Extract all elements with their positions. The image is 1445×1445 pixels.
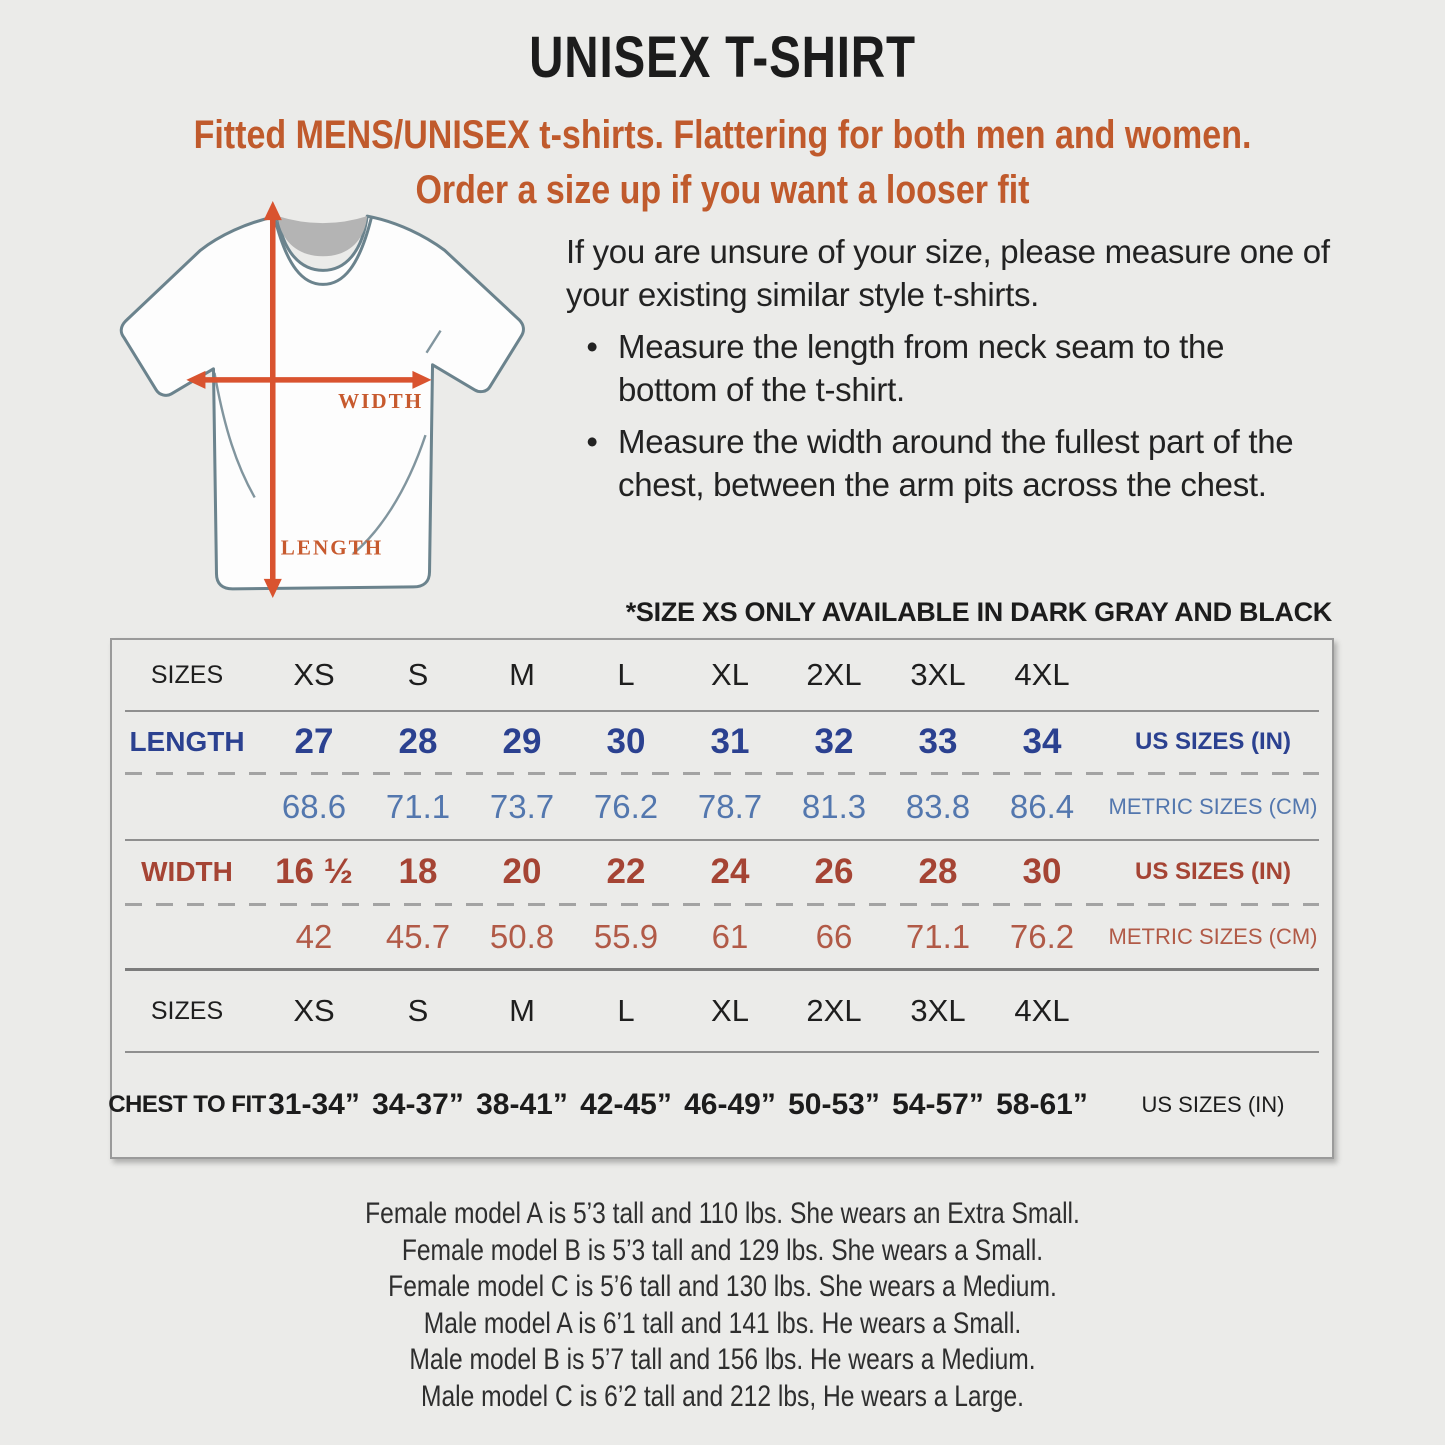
table-cell: 2XL — [806, 657, 862, 692]
table-cell: 42-45” — [580, 1088, 672, 1121]
bullet-1-text: Measure the length from neck seam to the bottom of the t-shirt. — [618, 328, 1225, 408]
xs-availability-note: *SIZE XS ONLY AVAILABLE IN DARK GRAY AND BLACK — [625, 597, 1332, 627]
table-cell: S — [407, 657, 429, 692]
table-cell: 31-34” — [268, 1088, 360, 1121]
table-cell: 28 — [398, 722, 438, 761]
table-cell: 71.1 — [905, 918, 971, 955]
top-section — [104, 196, 1349, 615]
tshirt-measurement-diagram — [104, 196, 540, 615]
table-cell: L — [617, 993, 635, 1028]
table-cell: 16 ½ — [275, 852, 353, 891]
table-row-width-cm — [112, 906, 1332, 968]
table-cell: 66 — [815, 918, 853, 955]
table-cell: 34-37” — [372, 1088, 464, 1121]
tshirt-diagram-svg — [104, 196, 540, 610]
table-cell: 45.7 — [385, 918, 451, 955]
table-cell: M — [509, 657, 535, 692]
page-title: UNISEX T-SHIRT — [529, 25, 916, 90]
table-cell: 54-57” — [892, 1088, 984, 1121]
instruction-bullet-2 — [566, 420, 1306, 506]
instructions-intro: If you are unsure of your size, please measure one of your existing similar style t-shirts. — [566, 233, 1330, 313]
subtitle-line-1: Fitted MENS/UNISEX t-shirts. Flattering for both men and women. — [193, 113, 1252, 157]
table-cell: 30 — [1022, 852, 1062, 891]
table-cell: METRIC SIZES (CM) — [1108, 924, 1318, 949]
table-cell: 26 — [814, 852, 854, 891]
table-cell: 71.1 — [385, 788, 451, 825]
table-cell: S — [407, 993, 429, 1028]
table-cell: CHEST TO FIT — [108, 1091, 266, 1118]
size-table — [110, 638, 1334, 1159]
table-cell: 2XL — [806, 993, 862, 1028]
table-cell: 50-53” — [788, 1088, 880, 1121]
table-cell: 32 — [814, 722, 854, 761]
table-cell: M — [509, 993, 535, 1028]
bullet-dot — [566, 420, 618, 506]
measuring-instructions — [566, 196, 1349, 615]
table-cell: 73.7 — [489, 788, 555, 825]
table-row-length-in — [112, 712, 1332, 772]
table-cell: METRIC SIZES (CM) — [1108, 794, 1318, 819]
table-cell: SIZES — [150, 996, 224, 1025]
table-cell: US SIZES (IN) — [1134, 728, 1291, 755]
length-diagram-label: LENGTH — [280, 535, 384, 560]
table-row-sizes-repeat — [112, 971, 1332, 1051]
model-line-5: Male model B is 5’7 tall and 156 lbs. He wears a Medium. — [409, 1343, 1036, 1376]
instruction-bullet-1 — [566, 325, 1306, 411]
table-cell: 33 — [918, 722, 958, 761]
table-cell: 38-41” — [476, 1088, 568, 1121]
table-cell: LENGTH — [129, 726, 245, 757]
table-cell: 31 — [710, 722, 750, 761]
table-row-width-in — [112, 841, 1332, 903]
model-line-3: Female model C is 5’6 tall and 130 lbs. She wears a Medium. — [388, 1270, 1057, 1303]
table-cell: 24 — [710, 852, 750, 891]
table-cell: 81.3 — [801, 788, 867, 825]
bullet-2-text: Measure the width around the fullest part of the chest, between the arm pits across the chest. — [618, 423, 1294, 503]
model-size-reference — [130, 1196, 1315, 1415]
table-cell: 3XL — [910, 993, 966, 1028]
table-cell: 18 — [398, 852, 438, 891]
table-cell: 68.6 — [281, 788, 347, 825]
table-row-length-cm — [112, 775, 1332, 839]
model-line-1: Female model A is 5’3 tall and 110 lbs. She wears an Extra Small. — [365, 1197, 1080, 1230]
table-cell: 46-49” — [684, 1088, 776, 1121]
bullet-dot — [566, 325, 618, 411]
table-cell: WIDTH — [141, 856, 233, 887]
table-cell: 76.2 — [593, 788, 659, 825]
width-diagram-label: WIDTH — [338, 389, 424, 414]
table-row-chest-to-fit — [108, 1053, 1332, 1157]
table-cell: 83.8 — [905, 788, 971, 825]
table-cell: 78.7 — [697, 788, 763, 825]
table-cell: 22 — [606, 852, 646, 891]
table-cell: 42 — [295, 918, 333, 955]
table-cell: 50.8 — [489, 918, 555, 955]
table-cell: 4XL — [1014, 657, 1070, 692]
table-cell: SIZES — [150, 660, 224, 689]
table-cell: 86.4 — [1009, 788, 1075, 825]
table-cell: XS — [293, 657, 335, 692]
length-arrow-head-top — [264, 201, 282, 220]
table-cell: L — [617, 657, 635, 692]
tshirt-collar-fill — [278, 216, 367, 256]
table-cell: XS — [293, 993, 335, 1028]
table-cell: US SIZES (IN) — [1134, 858, 1291, 885]
table-cell: 4XL — [1014, 993, 1070, 1028]
model-line-2: Female model B is 5’3 tall and 129 lbs. She wears a Small. — [401, 1233, 1044, 1267]
table-cell: 55.9 — [593, 918, 659, 955]
table-row-sizes-header — [112, 640, 1332, 710]
model-line-4: Male model A is 6’1 tall and 141 lbs. He wears a Small. — [423, 1306, 1022, 1340]
table-cell: 76.2 — [1009, 918, 1075, 955]
tshirt-body-shape — [121, 216, 523, 589]
table-cell: 28 — [918, 852, 958, 891]
table-cell: 3XL — [910, 657, 966, 692]
table-cell: XL — [711, 993, 749, 1028]
table-cell: 30 — [606, 722, 646, 761]
model-line-6: Male model C is 6’2 tall and 212 lbs, He wears a Large. — [420, 1379, 1025, 1413]
table-cell: 27 — [294, 722, 334, 761]
table-cell: 58-61” — [996, 1088, 1088, 1121]
table-cell: 29 — [502, 722, 542, 761]
table-cell: 34 — [1022, 722, 1062, 761]
table-cell: 20 — [502, 852, 542, 891]
table-cell: XL — [711, 657, 749, 692]
subtitle-line-2: Order a size up if you want a looser fit — [415, 168, 1030, 212]
table-cell: 61 — [711, 918, 749, 955]
table-cell: US SIZES (IN) — [1141, 1092, 1285, 1117]
